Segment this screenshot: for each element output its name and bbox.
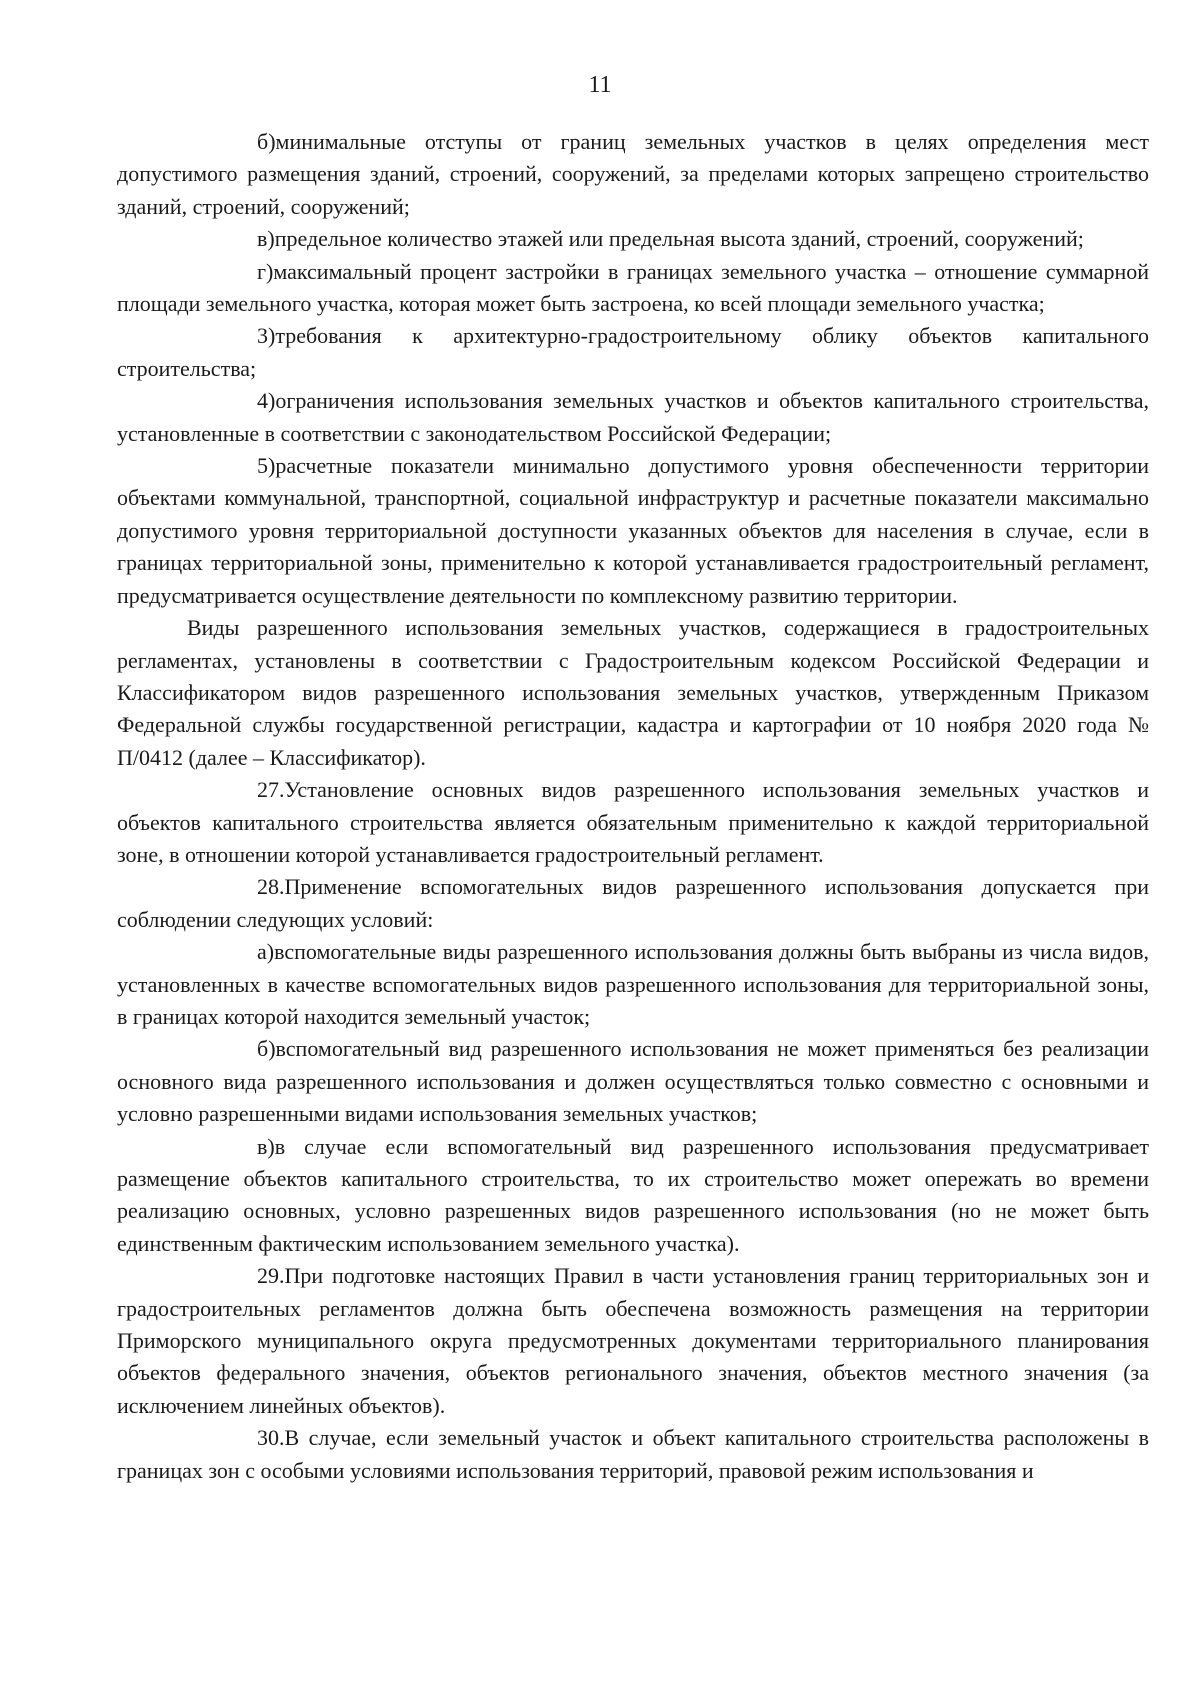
paragraph bbox=[117, 871, 1149, 936]
paragraph bbox=[117, 223, 1149, 255]
document-body bbox=[117, 126, 1149, 1487]
paragraph bbox=[117, 385, 1149, 450]
paragraph-number: 30. bbox=[257, 1425, 285, 1451]
paragraph-text: При подготовке настоящих Правил в части установления границ территориальных зон и градостроительных регламентов должна быть обеспечена возможность размещения на территории Приморского муниципального округа предусмотренных документами территориального планирования объектов федерального значения, объектов регионального значения, объектов местного значения (за исключением линейных объектов). bbox=[117, 1263, 1149, 1418]
paragraph bbox=[117, 1260, 1149, 1422]
paragraph bbox=[117, 1033, 1149, 1130]
paragraph bbox=[117, 450, 1149, 612]
paragraph-text: вспомогательный вид разрешенного использования не может применяться без реализации основного вида разрешенного использования и должен осуществляться только совместно с основными и условно разрешенными видами использования земельных участков; bbox=[117, 1036, 1149, 1127]
paragraph-number: 28. bbox=[257, 874, 285, 900]
paragraph-text: расчетные показатели минимально допустимого уровня обеспеченности территории объектами коммунальной, транспортной, социальной инфраструктур и расчетные показатели максимально допустимого уровня территориальной доступности указанных объектов для населения в случае, если в границах территориальной зоны, применительно к которой устанавливается градостроительный регламент, предусматривается осуществление деятельности по комплексному развитию территории. bbox=[117, 453, 1149, 608]
paragraph bbox=[117, 1422, 1149, 1487]
paragraph bbox=[117, 1131, 1149, 1261]
paragraph bbox=[117, 612, 1149, 774]
paragraph bbox=[117, 126, 1149, 223]
paragraph bbox=[117, 320, 1149, 385]
paragraph-text: предельное количество этажей или предельная высота зданий, строений, сооружений; bbox=[274, 226, 1084, 252]
paragraph-text: В случае, если земельный участок и объект капитального строительства расположены в границах зон с особыми условиями использования территорий, правовой режим использования и bbox=[117, 1425, 1149, 1483]
page-number: 11 bbox=[588, 72, 612, 98]
paragraph-number: 27. bbox=[257, 777, 285, 803]
paragraph-number: в) bbox=[257, 1133, 275, 1159]
paragraph-number: 4) bbox=[257, 388, 276, 414]
paragraph-number: б) bbox=[257, 129, 276, 154]
paragraph-number: г) bbox=[257, 258, 274, 284]
paragraph-number: 3) bbox=[257, 323, 276, 349]
paragraph-text: требования к архитектурно-градостроительному облику объектов капитального строительства; bbox=[117, 323, 1149, 381]
paragraph-number: 29. bbox=[257, 1263, 285, 1289]
paragraph-text: вспомогательные виды разрешенного использования должны быть выбраны из числа видов, установленных в качестве вспомогательных видов разрешенного использования для территориальной зоны, в границах которой находится земельный участок; bbox=[117, 939, 1149, 1029]
paragraph-text: Применение вспомогательных видов разрешенного использования допускается при соблюдении следующих условий: bbox=[117, 874, 1149, 932]
paragraph bbox=[117, 256, 1149, 321]
paragraph-number: 5) bbox=[257, 453, 276, 479]
paragraph-text: ограничения использования земельных участков и объектов капитального строительства, установленные в соответствии с законодательством Российской Федерации; bbox=[117, 388, 1149, 446]
paragraph bbox=[117, 936, 1149, 1033]
paragraph-number: а) bbox=[257, 939, 275, 965]
paragraph bbox=[117, 774, 1149, 871]
paragraph-text: минимальные отступы от границ земельных участков в целях определения мест допустимого размещения зданий, строений, сооружений, за пределами которых запрещено строительство зданий, строений, сооружений; bbox=[117, 129, 1149, 219]
paragraph-text: Виды разрешенного использования земельных участков, содержащиеся в градостроительных регламентах, установлены в соответствии с Градостроительным кодексом Российской Федерации и Классификатором видов разрешенного использования земельных участков, утвержденным Приказом Федеральной службы государственной регистрации, кадастра и картографии от 10 ноября 2020 года № П/0412 (далее – Классификатор). bbox=[117, 615, 1149, 770]
paragraph-number: б) bbox=[257, 1036, 276, 1062]
paragraph-text: максимальный процент застройки в границах земельного участка – отношение суммарной площади земельного участка, которая может быть застроена, ко всей площади земельного участка; bbox=[117, 258, 1149, 317]
paragraph-text: Установление основных видов разрешенного использования земельных участков и объектов капитального строительства является обязательным применительно к каждой территориальной зоне, в отношении которой устанавливается градостроительный регламент. bbox=[117, 777, 1149, 867]
paragraph-number: в) bbox=[257, 226, 275, 252]
paragraph-text: в случае если вспомогательный вид разрешенного использования предусматривает размещение объектов капитального строительства, то их строительство может опережать во времени реализацию основных, условно разрешенных видов разрешенного использования (но не может быть единственным фактическим использованием земельного участка). bbox=[117, 1133, 1149, 1256]
